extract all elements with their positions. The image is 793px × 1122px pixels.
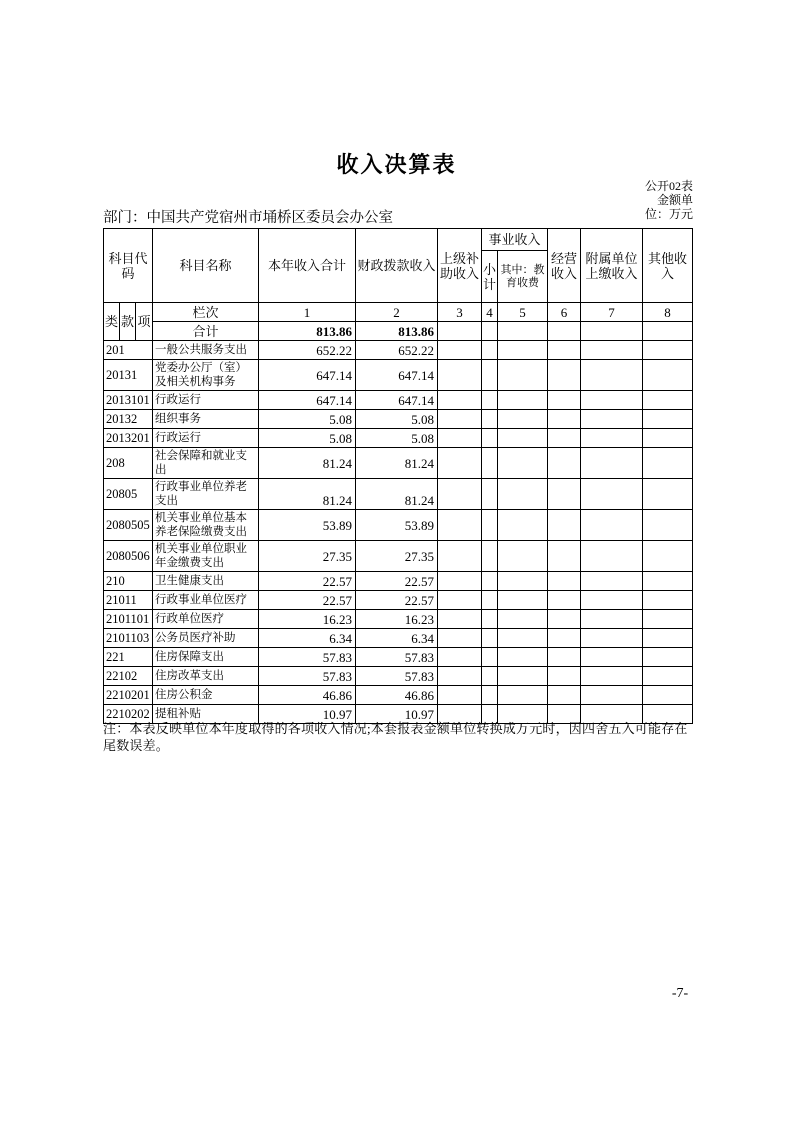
code-cell: 21011 [104,591,153,610]
empty-cell [438,341,482,360]
table-row [104,341,693,360]
code-sub-kuan: 款 [120,303,136,341]
name-cell: 机关事业单位基本养老保险缴费支出 [153,510,259,541]
empty-cell [482,341,498,360]
name-cell: 社会保障和就业支出 [153,448,259,479]
header-subtotal: 小计 [482,251,498,303]
empty-cell [643,360,693,391]
fiscal-cell: 10.97 [356,705,438,724]
empty-cell [438,391,482,410]
empty-cell [581,391,643,410]
income-table [103,228,693,724]
empty-cell [643,648,693,667]
year-total-cell: 81.24 [259,448,356,479]
empty-cell [482,686,498,705]
empty-cell [548,541,581,572]
year-total-cell: 652.22 [259,341,356,360]
empty-cell [643,479,693,510]
empty-cell [643,391,693,410]
code-sub-lei: 类 [104,303,120,341]
empty-cell [498,648,548,667]
code-cell: 20805 [104,479,153,510]
name-cell: 行政运行 [153,429,259,448]
empty-cell [438,429,482,448]
empty-cell [498,448,548,479]
name-cell: 行政事业单位养老支出 [153,479,259,510]
code-cell: 20132 [104,410,153,429]
empty-cell [482,510,498,541]
code-cell: 22102 [104,667,153,686]
empty-cell [438,667,482,686]
empty-cell [438,648,482,667]
year-total-cell: 27.35 [259,541,356,572]
empty-cell [482,541,498,572]
lanci-col-5: 5 [498,303,548,322]
table-row [104,410,693,429]
name-cell: 住房公积金 [153,686,259,705]
empty-cell [482,448,498,479]
fiscal-cell: 5.08 [356,429,438,448]
code-cell: 2080505 [104,510,153,541]
code-cell: 2101101 [104,610,153,629]
name-cell: 一般公共服务支出 [153,341,259,360]
empty-cell [498,610,548,629]
empty-cell [548,341,581,360]
table-row [104,541,693,572]
fiscal-cell: 46.86 [356,686,438,705]
year-total-cell: 22.57 [259,591,356,610]
table-row [104,667,693,686]
empty-cell [643,572,693,591]
header-affiliated-units: 附属单位上缴收入 [581,229,643,303]
name-cell: 公务员医疗补助 [153,629,259,648]
empty-cell [548,667,581,686]
fiscal-cell: 647.14 [356,391,438,410]
department-line: 部门：中国共产党宿州市埇桥区委员会办公室 [103,210,393,226]
empty-cell [643,629,693,648]
empty-cell [581,572,643,591]
empty-cell [643,541,693,572]
empty-cell [498,391,548,410]
code-cell: 2013201 [104,429,153,448]
name-cell: 住房保障支出 [153,648,259,667]
header-year-total: 本年收入合计 [259,229,356,303]
empty-cell [438,610,482,629]
empty-cell [643,510,693,541]
empty-cell [643,448,693,479]
year-total-cell: 53.89 [259,510,356,541]
lanci-col-8: 8 [643,303,693,322]
empty-cell [438,448,482,479]
amount-unit-line2: 位：万元 [644,207,693,221]
table-body [104,303,693,724]
code-sub-xiang: 项 [136,303,153,341]
empty-cell [498,410,548,429]
empty-cell [498,572,548,591]
total-label: 合计 [153,322,259,341]
lanci-col-3: 3 [438,303,482,322]
year-total-cell: 5.08 [259,410,356,429]
header-other-income: 其他收入 [643,229,693,303]
empty-cell [498,686,548,705]
empty-cell [581,610,643,629]
empty-cell [581,448,643,479]
empty-cell [482,648,498,667]
fiscal-cell: 57.83 [356,648,438,667]
empty-cell [581,429,643,448]
header-superior-subsidy: 上级补助收入 [438,229,482,303]
empty-cell [482,591,498,610]
empty-cell [548,391,581,410]
empty-cell [643,610,693,629]
lanci-col-1: 1 [259,303,356,322]
empty-cell [548,322,581,341]
name-cell: 卫生健康支出 [153,572,259,591]
header-fiscal-allocation: 财政拨款收入 [356,229,438,303]
form-number: 公开02表 [644,179,693,193]
fiscal-cell: 53.89 [356,510,438,541]
empty-cell [643,429,693,448]
header-business-income: 事业收入 [482,229,548,251]
name-cell: 提租补贴 [153,705,259,724]
lanci-label: 栏次 [153,303,259,322]
empty-cell [548,591,581,610]
fiscal-cell: 6.34 [356,629,438,648]
empty-cell [643,322,693,341]
year-total-cell: 57.83 [259,648,356,667]
amount-unit-line1: 金额单 [656,193,693,207]
empty-cell [498,479,548,510]
name-cell: 党委办公厅（室）及相关机构事务 [153,360,259,391]
table-row [104,479,693,510]
table-row [104,610,693,629]
empty-cell [438,322,482,341]
year-total-cell: 10.97 [259,705,356,724]
empty-cell [581,686,643,705]
empty-cell [438,629,482,648]
table-row [104,648,693,667]
fiscal-cell: 81.24 [356,479,438,510]
empty-cell [482,667,498,686]
year-total-cell: 46.86 [259,686,356,705]
code-cell: 20131 [104,360,153,391]
column-index-row [104,303,693,322]
empty-cell [482,322,498,341]
lanci-col-7: 7 [581,303,643,322]
year-total-cell: 22.57 [259,572,356,591]
year-total-cell: 57.83 [259,667,356,686]
code-cell: 2080506 [104,541,153,572]
fiscal-cell: 27.35 [356,541,438,572]
empty-cell [548,360,581,391]
empty-cell [548,610,581,629]
empty-cell [643,410,693,429]
year-total-cell: 647.14 [259,360,356,391]
empty-cell [498,429,548,448]
header-education-fee: 其中：教育收费 [498,251,548,303]
code-cell: 201 [104,341,153,360]
year-total-cell: 647.14 [259,391,356,410]
header-operating-income: 经营收入 [548,229,581,303]
total-fiscal: 813.86 [356,322,438,341]
year-total-cell: 81.24 [259,479,356,510]
empty-cell [438,572,482,591]
year-total-cell: 6.34 [259,629,356,648]
code-cell: 2210202 [104,705,153,724]
empty-cell [643,591,693,610]
empty-cell [482,479,498,510]
page-number: -7- [671,986,689,1001]
table-row [104,429,693,448]
empty-cell [482,572,498,591]
empty-cell [581,341,643,360]
empty-cell [482,629,498,648]
name-cell: 住房改革支出 [153,667,259,686]
fiscal-cell: 81.24 [356,448,438,479]
fiscal-cell: 57.83 [356,667,438,686]
empty-cell [581,648,643,667]
empty-cell [548,629,581,648]
empty-cell [438,360,482,391]
code-cell: 210 [104,572,153,591]
table-row [104,686,693,705]
lanci-col-4: 4 [482,303,498,322]
empty-cell [482,610,498,629]
empty-cell [498,667,548,686]
table-row [104,572,693,591]
empty-cell [498,591,548,610]
empty-cell [548,686,581,705]
fiscal-cell: 647.14 [356,360,438,391]
empty-cell [548,510,581,541]
empty-cell [548,479,581,510]
year-total-cell: 5.08 [259,429,356,448]
header-subject-code: 科目代码 [104,229,153,303]
name-cell: 机关事业单位职业年金缴费支出 [153,541,259,572]
empty-cell [482,391,498,410]
empty-cell [438,510,482,541]
footnote: 注：本表反映单位本年度取得的各项收入情况;本套报表金额单位转换成万元时，因四舍五入可能存在尾数误差。 [103,721,688,753]
empty-cell [581,541,643,572]
table-row [104,360,693,391]
table-row [104,510,693,541]
empty-cell [438,686,482,705]
fiscal-cell: 5.08 [356,410,438,429]
empty-cell [498,360,548,391]
empty-cell [438,410,482,429]
name-cell: 行政单位医疗 [153,610,259,629]
empty-cell [548,572,581,591]
empty-cell [498,629,548,648]
code-cell: 2210201 [104,686,153,705]
empty-cell [548,448,581,479]
empty-cell [498,322,548,341]
empty-cell [498,341,548,360]
empty-cell [581,629,643,648]
name-cell: 行政运行 [153,391,259,410]
empty-cell [548,410,581,429]
empty-cell [498,510,548,541]
empty-cell [482,429,498,448]
total-year-total: 813.86 [259,322,356,341]
code-cell: 2013101 [104,391,153,410]
header-row-1 [104,229,693,251]
name-cell: 组织事务 [153,410,259,429]
empty-cell [548,648,581,667]
empty-cell [438,541,482,572]
table-row [104,448,693,479]
lanci-col-2: 2 [356,303,438,322]
empty-cell [581,479,643,510]
fiscal-cell: 16.23 [356,610,438,629]
code-cell: 208 [104,448,153,479]
code-cell: 221 [104,648,153,667]
fiscal-cell: 22.57 [356,572,438,591]
empty-cell [482,360,498,391]
empty-cell [581,667,643,686]
fiscal-cell: 652.22 [356,341,438,360]
empty-cell [498,541,548,572]
empty-cell [548,429,581,448]
header-subject-name: 科目名称 [153,229,259,303]
grand-total-row [104,322,693,341]
page-title: 收入决算表 [336,152,457,177]
fiscal-cell: 22.57 [356,591,438,610]
name-cell: 行政事业单位医疗 [153,591,259,610]
empty-cell [438,591,482,610]
empty-cell [643,341,693,360]
empty-cell [482,410,498,429]
empty-cell [643,667,693,686]
table-row [104,591,693,610]
empty-cell [581,322,643,341]
table-row [104,629,693,648]
empty-cell [581,410,643,429]
empty-cell [581,510,643,541]
lanci-col-6: 6 [548,303,581,322]
empty-cell [581,360,643,391]
empty-cell [643,686,693,705]
empty-cell [581,591,643,610]
empty-cell [438,479,482,510]
code-cell: 2101103 [104,629,153,648]
table-row [104,391,693,410]
year-total-cell: 16.23 [259,610,356,629]
